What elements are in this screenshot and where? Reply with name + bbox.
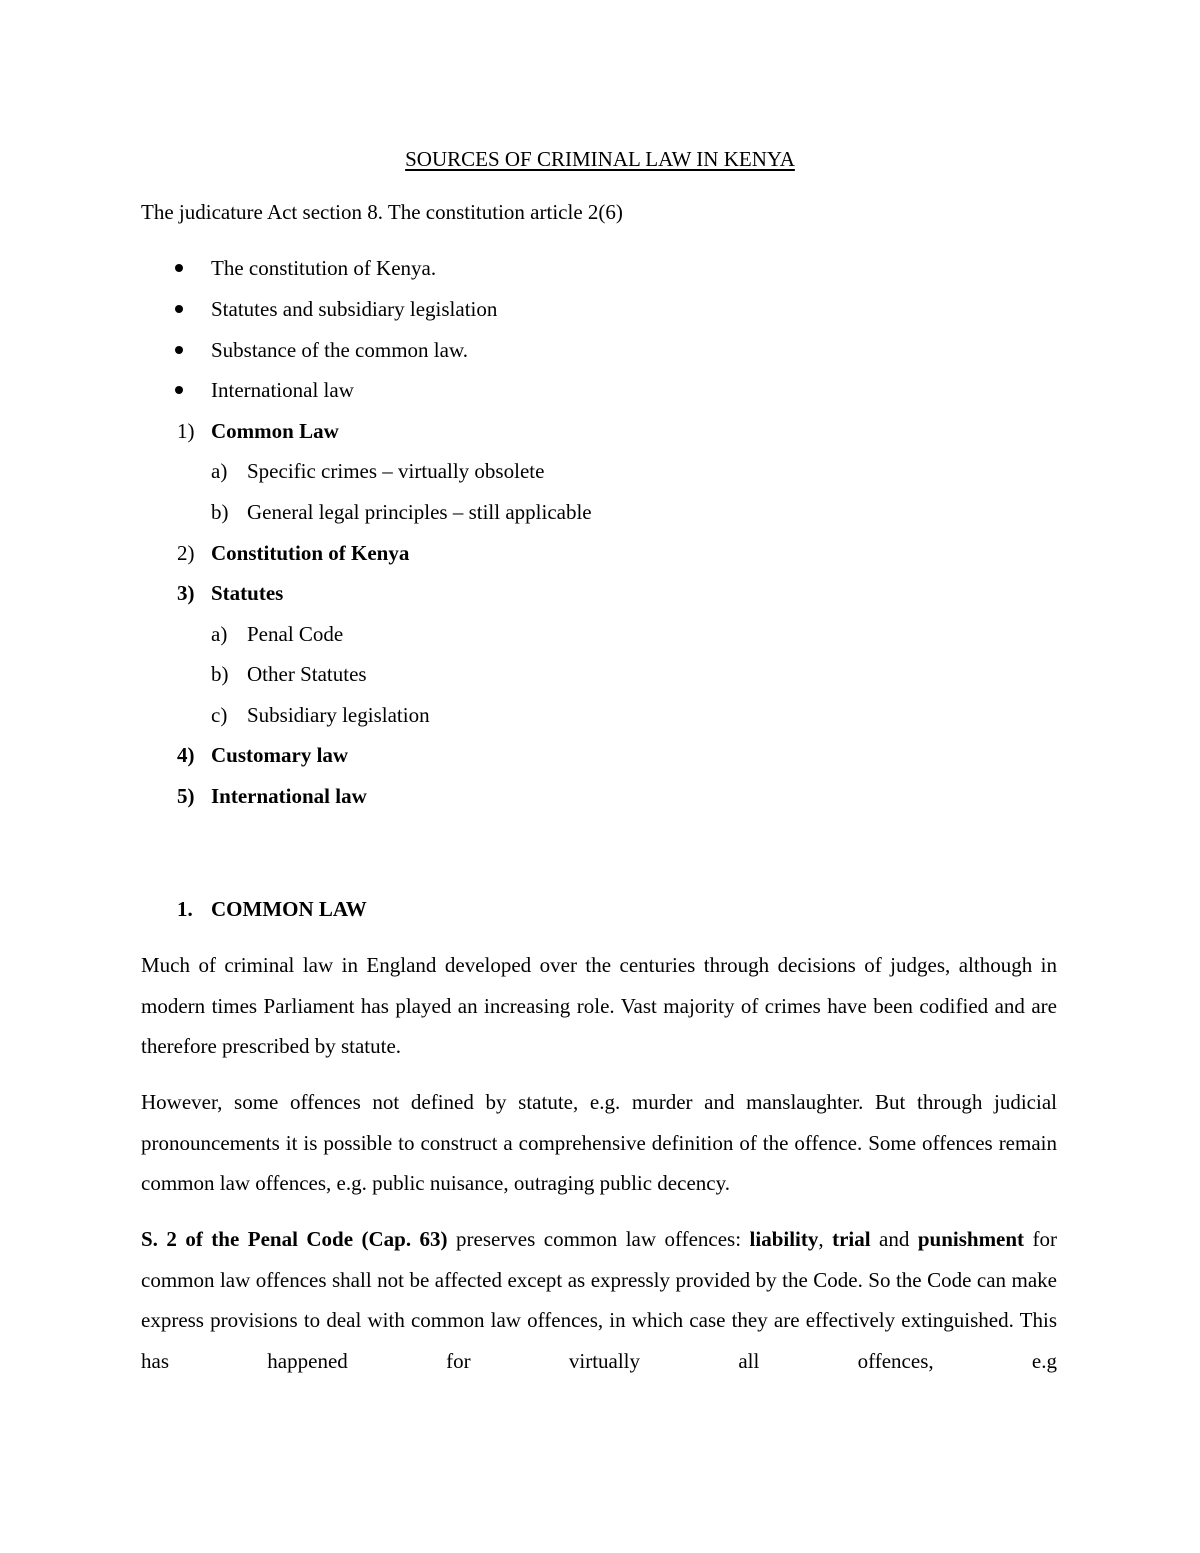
sub-item: Specific crimes – virtually obsolete — [247, 459, 545, 483]
para3-comma: , — [818, 1227, 833, 1251]
outline-item-customary: Customary law — [211, 743, 349, 767]
document-title: SOURCES OF CRIMINAL LAW IN KENYA — [405, 147, 795, 171]
intro-line: The judicature Act section 8. The constitution article 2(6) — [141, 200, 623, 224]
sub-marker: a) — [211, 622, 228, 646]
outline-item-constitution: Constitution of Kenya — [211, 541, 410, 565]
sub-item: Penal Code — [247, 622, 344, 646]
bullet-item: The constitution of Kenya. — [211, 256, 437, 280]
outline-marker: 3) — [177, 581, 195, 605]
outline-item-statutes: Statutes — [211, 581, 284, 605]
term-punishment: punishment — [917, 1227, 1025, 1251]
bullet-icon — [175, 346, 183, 354]
sub-item: Subsidiary legislation — [247, 703, 430, 727]
para3-text-b: for common law offences shall not be affected except as expressly provided by the Code. So the Code can make express provisions to deal with common law offences, in which case they are effectively extinguished. This has happened for virtually all offences, e.g — [141, 1227, 1058, 1373]
paragraph-2: However, some offences not defined by statute, e.g. murder and manslaughter. But through judicial pronouncements it is possible to construct a comprehensive definition of the offence. Some offences remain common law offences, e.g. public nuisance, outraging public decency. — [141, 1090, 1057, 1195]
term-trial: trial — [832, 1227, 871, 1251]
outline-marker: 2) — [177, 541, 195, 565]
paragraph-1: Much of criminal law in England developed over the centuries through decisions of judges, although in modern times Parliament has played an increasing role. Vast majority of crimes have been codified and are therefore prescribed by statute. — [141, 953, 1057, 1058]
bullet-item: Substance of the common law. — [211, 338, 468, 362]
penal-code-reference: S. 2 of the Penal Code (Cap. 63) — [141, 1227, 448, 1251]
outline-marker: 5) — [177, 784, 195, 808]
para3-text-a: preserves common law offences: — [447, 1227, 750, 1251]
outline-item-common-law: Common Law — [211, 419, 339, 443]
sub-item: General legal principles – still applicable — [247, 500, 592, 524]
bullet-item: Statutes and subsidiary legislation — [211, 297, 498, 321]
outline-marker: 4) — [177, 743, 195, 767]
section-heading: COMMON LAW — [211, 897, 367, 921]
sub-marker: b) — [211, 662, 229, 686]
sub-marker: b) — [211, 500, 229, 524]
bullet-item: International law — [211, 378, 354, 402]
sub-marker: c) — [211, 703, 228, 727]
sub-item: Other Statutes — [247, 662, 367, 686]
outline-item-international: International law — [211, 784, 367, 808]
bullet-icon — [175, 264, 183, 272]
outline-marker: 1) — [177, 419, 195, 443]
bullet-icon — [175, 386, 183, 394]
bullet-icon — [175, 305, 183, 313]
sub-marker: a) — [211, 459, 228, 483]
term-liability: liability — [749, 1227, 819, 1251]
paragraph-3 — [141, 1219, 1057, 1381]
para3-and: and — [870, 1227, 918, 1251]
section-number: 1. — [177, 897, 193, 921]
